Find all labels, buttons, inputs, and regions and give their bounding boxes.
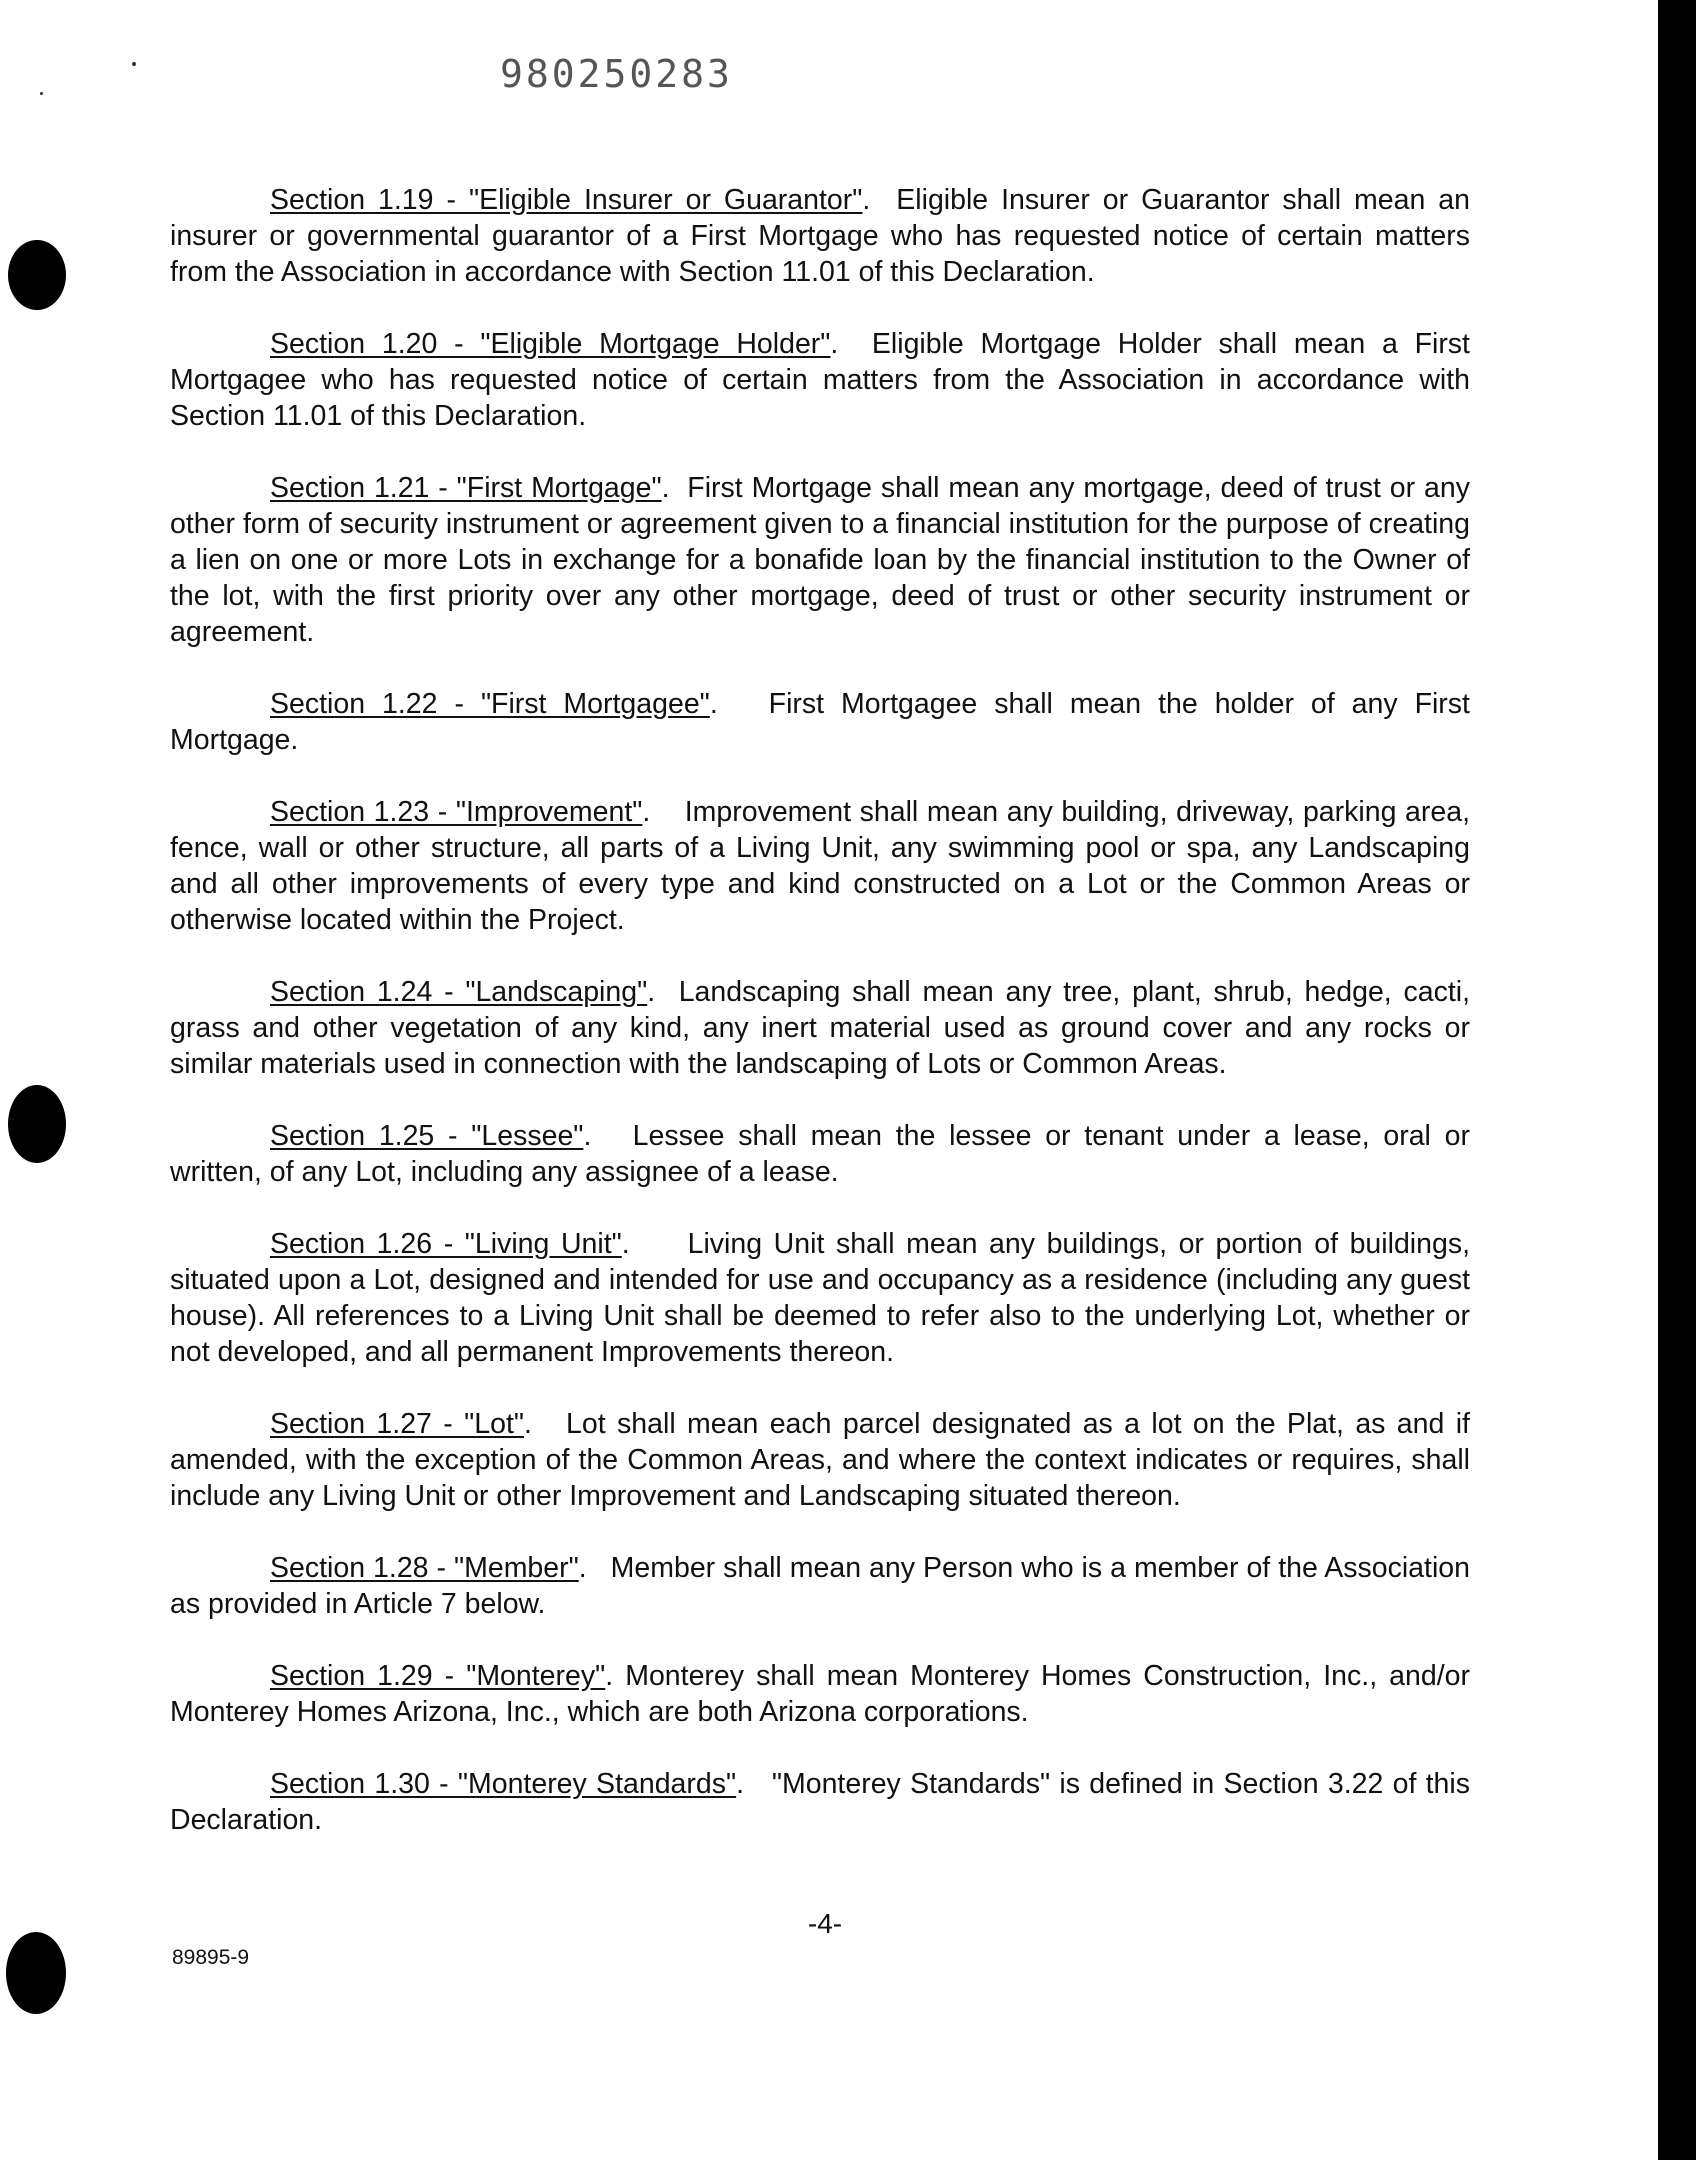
definitions-body <box>170 182 1470 1874</box>
section-heading: Section 1.23 - "Improvement" <box>270 796 643 828</box>
section-body: First Mortgagee shall mean the holder of any First Mortgage. <box>170 688 1470 756</box>
hole-punch-mark <box>6 1932 66 2014</box>
section-body: Monterey shall mean Monterey Homes Construction, Inc., and/or Monterey Homes Arizona, Inc., which are both Arizona corporations. <box>170 1660 1470 1728</box>
scan-speck <box>132 62 136 66</box>
section-1-29: Section 1.29 - "Monterey". Monterey shall mean Monterey Homes Construction, Inc., and/or Monterey Homes Arizona, Inc., which are both Arizona corporations. <box>170 1660 1470 1728</box>
section-1-27: Section 1.27 - "Lot". Lot shall mean each parcel designated as a lot on the Plat, as and if amended, with the exception of the Common Areas, and where the context indicates or requires, shall include any Living Unit or other Improvement and Landscaping situated thereon. <box>170 1408 1470 1512</box>
section-body: "Monterey Standards" is defined in Section 3.22 of this Declaration. <box>170 1768 1470 1836</box>
section-1-23: Section 1.23 - "Improvement". Improvement shall mean any building, driveway, parking area, fence, wall or other structure, all parts of a Living Unit, any swimming pool or spa, any Landscaping and all other improvements of every type and kind constructed on a Lot or the Common Areas or otherwise located within the Project. <box>170 796 1470 936</box>
scan-speck <box>40 92 43 95</box>
hole-punch-mark <box>8 1085 66 1163</box>
document-id: 89895-9 <box>172 1946 250 1969</box>
section-1-26: Section 1.26 - "Living Unit". Living Unit shall mean any buildings, or portion of buildings, situated upon a Lot, designed and intended for use and occupancy as a residence (including any guest house). All references to a Living Unit shall be deemed to refer also to the underlying Lot, whether or not developed, and all permanent Improvements thereon. <box>170 1228 1470 1368</box>
section-body: Living Unit shall mean any buildings, or portion of buildings, situated upon a Lot, designed and intended for use and occupancy as a residence (including any guest house). All references to a Living Unit shall be deemed to refer also to the underlying Lot, whether or not developed, and all permanent Improvements thereon. <box>170 1228 1470 1368</box>
page-number: -4- <box>807 1908 843 1939</box>
section-1-28: Section 1.28 - "Member". Member shall mean any Person who is a member of the Association as provided in Article 7 below. <box>170 1552 1470 1620</box>
section-body: Eligible Mortgage Holder shall mean a First Mortgagee who has requested notice of certain matters from the Association in accordance with Section 11.01 of this Declaration. <box>170 328 1470 432</box>
stamp-number: 980250283 <box>500 52 733 96</box>
section-heading: Section 1.22 - "First Mortgagee" <box>270 688 710 720</box>
section-heading: Section 1.21 - "First Mortgage" <box>270 472 662 504</box>
scan-edge-bar <box>1658 0 1696 2160</box>
section-heading: Section 1.26 - "Living Unit" <box>270 1228 622 1260</box>
section-body: Member shall mean any Person who is a member of the Association as provided in Article 7 below. <box>170 1552 1470 1620</box>
section-1-20: Section 1.20 - "Eligible Mortgage Holder". Eligible Mortgage Holder shall mean a First Mortgagee who has requested notice of certain matters from the Association in accordance with Section 11.01 of this Declaration. <box>170 328 1470 432</box>
section-heading: Section 1.20 - "Eligible Mortgage Holder" <box>270 328 831 360</box>
section-1-24: Section 1.24 - "Landscaping". Landscaping shall mean any tree, plant, shrub, hedge, cacti, grass and other vegetation of any kind, any inert material used as ground cover and any rocks or similar materials used in connection with the landscaping of Lots or Common Areas. <box>170 976 1470 1080</box>
section-body: First Mortgage shall mean any mortgage, deed of trust or any other form of security instrument or agreement given to a financial institution for the purpose of creating a lien on one or more Lots in exchange for a bonafide loan by the financial institution to the Owner of the lot, with the first priority over any other mortgage, deed of trust or other security instrument or agreement. <box>170 472 1470 648</box>
section-body: Improvement shall mean any building, driveway, parking area, fence, wall or other structure, all parts of a Living Unit, any swimming pool or spa, any Landscaping and all other improvements of every type and kind constructed on a Lot or the Common Areas or otherwise located within the Project. <box>170 796 1470 936</box>
section-1-19: Section 1.19 - "Eligible Insurer or Guarantor". Eligible Insurer or Guarantor shall mean an insurer or governmental guarantor of a First Mortgage who has requested notice of certain matters from the Association in accordance with Section 11.01 of this Declaration. <box>170 184 1470 288</box>
section-heading: Section 1.29 - "Monterey" <box>270 1660 606 1692</box>
section-heading: Section 1.24 - "Landscaping" <box>270 976 648 1008</box>
section-heading: Section 1.27 - "Lot" <box>270 1408 524 1440</box>
section-1-22: Section 1.22 - "First Mortgagee". First Mortgagee shall mean the holder of any First Mortgage. <box>170 688 1470 756</box>
section-heading: Section 1.25 - "Lessee" <box>270 1120 584 1152</box>
section-1-25: Section 1.25 - "Lessee". Lessee shall mean the lessee or tenant under a lease, oral or written, of any Lot, including any assignee of a lease. <box>170 1120 1470 1188</box>
section-heading: Section 1.19 - "Eligible Insurer or Guarantor" <box>270 184 863 216</box>
section-1-21: Section 1.21 - "First Mortgage". First Mortgage shall mean any mortgage, deed of trust or any other form of security instrument or agreement given to a financial institution for the purpose of creating a lien on one or more Lots in exchange for a bonafide loan by the financial institution to the Owner of the lot, with the first priority over any other mortgage, deed of trust or other security instrument or agreement. <box>170 472 1470 648</box>
section-1-30: Section 1.30 - "Monterey Standards". "Monterey Standards" is defined in Section 3.22 of this Declaration. <box>170 1768 1470 1836</box>
section-heading: Section 1.28 - "Member" <box>270 1552 579 1584</box>
section-body: Lessee shall mean the lessee or tenant under a lease, oral or written, of any Lot, including any assignee of a lease. <box>170 1120 1470 1188</box>
hole-punch-mark <box>8 240 66 310</box>
section-heading: Section 1.30 - "Monterey Standards" <box>270 1768 737 1800</box>
section-body: Landscaping shall mean any tree, plant, shrub, hedge, cacti, grass and other vegetation of any kind, any inert material used as ground cover and any rocks or similar materials used in connection with the landscaping of Lots or Common Areas. <box>170 976 1470 1080</box>
section-body: Eligible Insurer or Guarantor shall mean an insurer or governmental guarantor of a First Mortgage who has requested notice of certain matters from the Association in accordance with Section 11.01 of this Declaration. <box>170 184 1470 288</box>
section-body: Lot shall mean each parcel designated as a lot on the Plat, as and if amended, with the exception of the Common Areas, and where the context indicates or requires, shall include any Living Unit or other Improvement and Landscaping situated thereon. <box>170 1408 1470 1512</box>
